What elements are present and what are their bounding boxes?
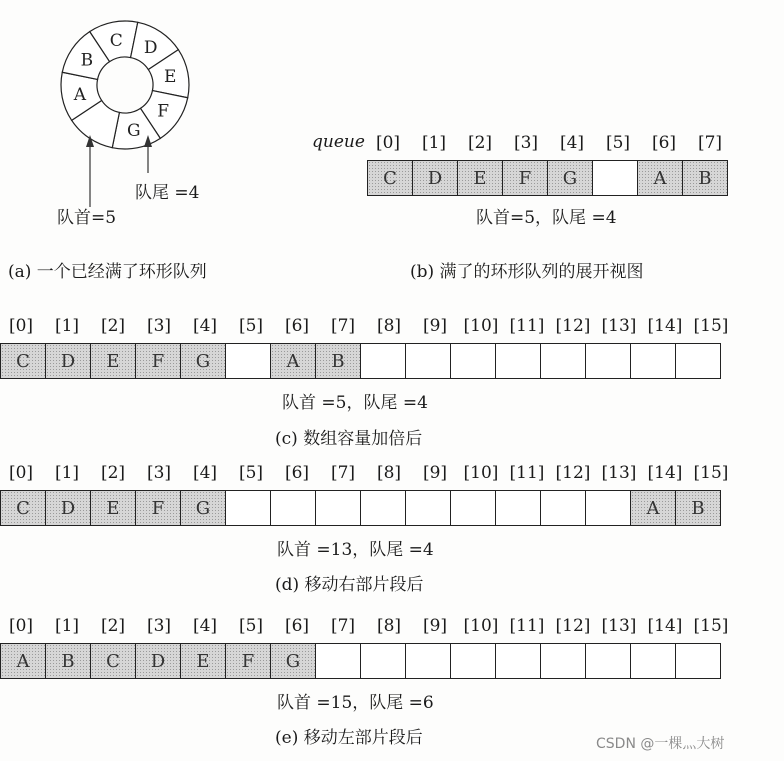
queue-label: queue	[312, 132, 365, 152]
array-index-label: [0]	[8, 463, 34, 483]
array-index-label: [3]	[146, 316, 172, 336]
array-cell	[360, 643, 406, 679]
tail-arrow	[138, 135, 158, 175]
array-cell: F	[135, 343, 181, 379]
array-index-label: [11]	[509, 316, 545, 336]
array-index-label: [4]	[192, 616, 218, 636]
array-cell	[225, 343, 271, 379]
array-index-label: [8]	[376, 463, 402, 483]
array-cell	[405, 643, 451, 679]
array-cell: C	[90, 643, 136, 679]
array-cell: E	[90, 343, 136, 379]
array-cell: C	[0, 343, 46, 379]
array-cell: A	[637, 160, 683, 196]
ring-segment-label: C	[109, 30, 123, 51]
array-cell: D	[412, 160, 458, 196]
array-cell	[675, 343, 721, 379]
array-index-label: [14]	[647, 316, 683, 336]
array-cell	[585, 490, 631, 526]
array-row-b	[367, 160, 727, 196]
array-index-label: [3]	[146, 463, 172, 483]
array-row-d	[0, 490, 720, 526]
array-cell: C	[367, 160, 413, 196]
array-index-label: [4]	[192, 316, 218, 336]
array-cell: B	[675, 490, 721, 526]
array-index-label: [9]	[422, 463, 448, 483]
ring-segment-label: D	[143, 37, 158, 58]
array-cell	[495, 490, 541, 526]
array-row-c	[0, 343, 720, 379]
array-cell	[540, 643, 586, 679]
array-index-label: [13]	[601, 616, 637, 636]
array-index-label: [6]	[284, 616, 310, 636]
array-index-label: [7]	[330, 616, 356, 636]
array-index-label: [0]	[8, 316, 34, 336]
array-index-label: [8]	[376, 616, 402, 636]
array-index-label: [13]	[601, 316, 637, 336]
array-index-label: [10]	[463, 616, 499, 636]
array-index-label: [0]	[375, 133, 401, 153]
array-cell: C	[0, 490, 46, 526]
array-cell: D	[45, 490, 91, 526]
array-index-label: [1]	[54, 463, 80, 483]
status-b: 队首=5，队尾 =4	[476, 208, 617, 228]
array-cell: A	[630, 490, 676, 526]
array-cell	[315, 490, 361, 526]
array-cell	[225, 490, 271, 526]
array-index-label: [3]	[513, 133, 539, 153]
array-index-label: [7]	[697, 133, 723, 153]
array-cell: G	[180, 490, 226, 526]
caption-c: (c) 数组容量加倍后	[275, 429, 423, 449]
array-index-label: [7]	[330, 463, 356, 483]
array-cell: D	[45, 343, 91, 379]
array-cell: D	[135, 643, 181, 679]
array-cell: F	[225, 643, 271, 679]
array-index-label: [9]	[422, 616, 448, 636]
head-arrow	[80, 135, 100, 210]
array-index-label: [14]	[647, 616, 683, 636]
array-cell: G	[270, 643, 316, 679]
array-row-e	[0, 643, 720, 679]
array-index-label: [1]	[54, 316, 80, 336]
array-index-label: [8]	[376, 316, 402, 336]
array-cell: E	[90, 490, 136, 526]
array-cell	[315, 643, 361, 679]
array-index-label: [5]	[238, 316, 264, 336]
array-cell: G	[180, 343, 226, 379]
array-cell	[540, 490, 586, 526]
array-cell	[405, 343, 451, 379]
array-index-label: [5]	[238, 616, 264, 636]
array-cell	[585, 343, 631, 379]
array-cell	[585, 643, 631, 679]
array-cell: E	[180, 643, 226, 679]
array-index-label: [4]	[192, 463, 218, 483]
caption-b: (b) 满了的环形队列的展开视图	[410, 262, 644, 282]
array-index-label: [11]	[509, 463, 545, 483]
array-index-label: [10]	[463, 463, 499, 483]
ring-segment-label: B	[80, 50, 94, 71]
array-cell	[540, 343, 586, 379]
array-index-label: [6]	[651, 133, 677, 153]
tail-label-a: 队尾 =4	[135, 183, 200, 203]
array-cell	[360, 490, 406, 526]
watermark: CSDN @一棵灬大树	[596, 736, 725, 752]
ring-diagram	[55, 15, 195, 155]
status-d: 队首 =13，队尾 =4	[277, 540, 434, 560]
ring-segment-label: E	[163, 67, 177, 88]
array-index-label: [5]	[238, 463, 264, 483]
array-index-label: [12]	[555, 616, 591, 636]
array-index-label: [15]	[693, 463, 729, 483]
array-cell: A	[0, 643, 46, 679]
array-cell	[270, 490, 316, 526]
array-index-label: [6]	[284, 316, 310, 336]
array-index-label: [15]	[693, 616, 729, 636]
array-cell	[495, 343, 541, 379]
array-cell: F	[135, 490, 181, 526]
array-index-label: [5]	[605, 133, 631, 153]
ring-segment-label: A	[73, 84, 86, 105]
ring-segment-label: G	[126, 121, 141, 142]
array-cell: B	[315, 343, 361, 379]
array-cell	[630, 643, 676, 679]
array-index-label: [6]	[284, 463, 310, 483]
status-c: 队首 =5，队尾 =4	[282, 393, 428, 413]
array-cell	[675, 643, 721, 679]
array-index-label: [10]	[463, 316, 499, 336]
array-index-label: [13]	[601, 463, 637, 483]
array-index-label: [4]	[559, 133, 585, 153]
array-cell: B	[45, 643, 91, 679]
array-cell	[450, 490, 496, 526]
array-index-label: [2]	[100, 616, 126, 636]
array-index-label: [14]	[647, 463, 683, 483]
array-index-label: [1]	[54, 616, 80, 636]
array-cell: F	[502, 160, 548, 196]
array-index-label: [2]	[100, 316, 126, 336]
ring-segment-label: F	[157, 101, 170, 122]
status-e: 队首 =15，队尾 =6	[277, 693, 434, 713]
caption-e: (e) 移动左部片段后	[275, 728, 423, 748]
array-cell: G	[547, 160, 593, 196]
array-index-label: [9]	[422, 316, 448, 336]
array-cell: B	[682, 160, 728, 196]
array-cell	[450, 643, 496, 679]
ring-segments	[61, 21, 189, 149]
array-cell	[592, 160, 638, 196]
caption-d: (d) 移动右部片段后	[275, 575, 424, 595]
array-cell: E	[457, 160, 503, 196]
array-index-label: [12]	[555, 316, 591, 336]
array-index-label: [7]	[330, 316, 356, 336]
array-index-label: [11]	[509, 616, 545, 636]
array-index-label: [2]	[100, 463, 126, 483]
array-cell	[450, 343, 496, 379]
array-cell	[495, 643, 541, 679]
array-cell	[405, 490, 451, 526]
array-index-label: [0]	[8, 616, 34, 636]
array-index-label: [3]	[146, 616, 172, 636]
array-cell: A	[270, 343, 316, 379]
array-index-label: [1]	[421, 133, 447, 153]
array-cell	[630, 343, 676, 379]
array-cell	[360, 343, 406, 379]
head-label-a: 队首=5	[57, 208, 117, 228]
array-index-label: [2]	[467, 133, 493, 153]
array-index-label: [12]	[555, 463, 591, 483]
array-index-label: [15]	[693, 316, 729, 336]
caption-a: (a) 一个已经满了环形队列	[8, 262, 207, 282]
